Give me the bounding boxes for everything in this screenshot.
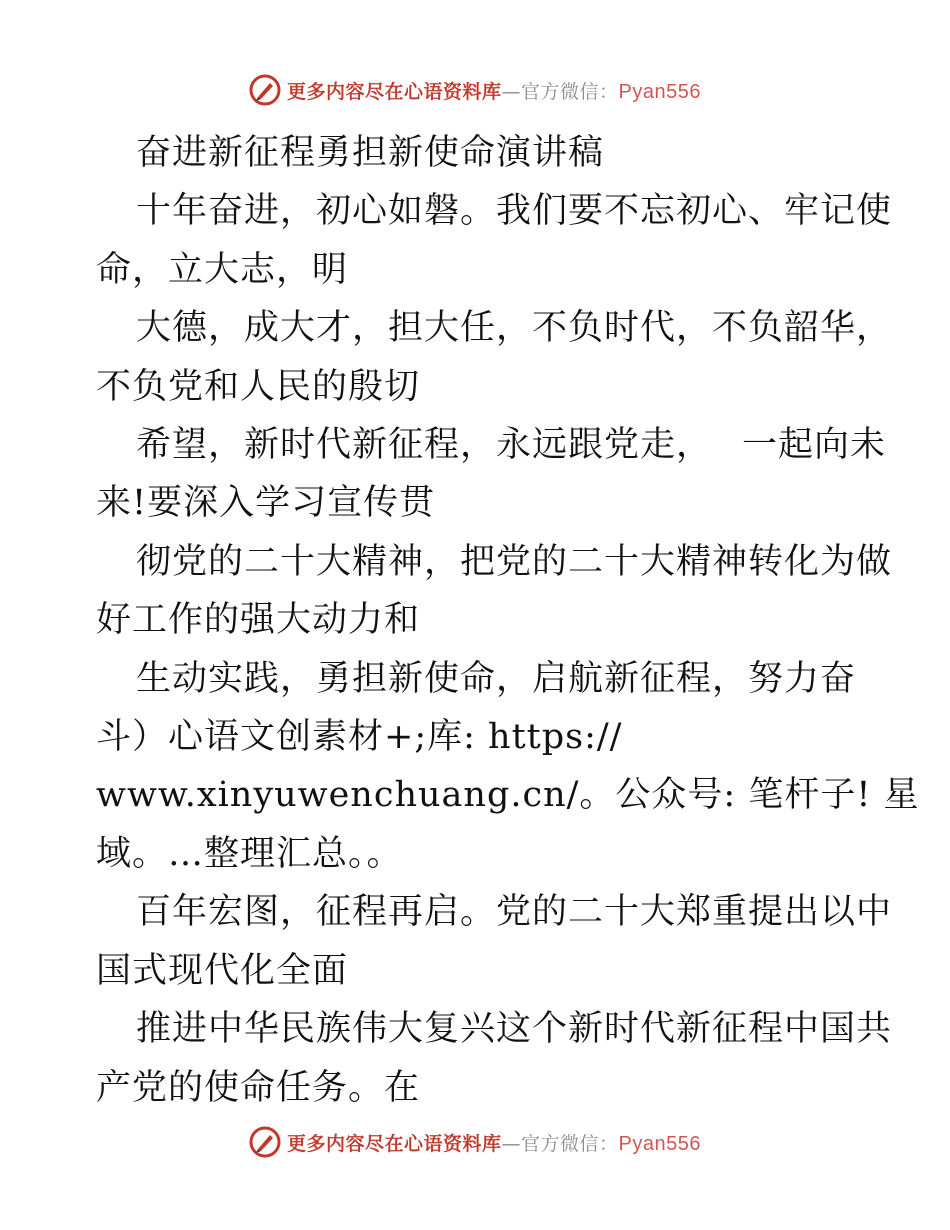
red-quill-pen-logo-icon [249, 74, 281, 106]
text-line-split [96, 416, 887, 474]
footer-slogan-separator: — [501, 1132, 522, 1155]
text-line: www.xinyuwenchuang.cn/。公众号: 笔杆子! 星 [96, 775, 920, 816]
header-banner [0, 70, 950, 110]
document-body [96, 124, 920, 1117]
text-line-part: 一起向未 [742, 425, 887, 466]
text-line: 大德，成大才，担大任，不负时代，不负韶华， [136, 308, 893, 349]
footer-banner [0, 1122, 950, 1162]
footer-slogan [287, 1129, 701, 1156]
text-line: 不负党和人民的殷切 [96, 366, 421, 407]
text-line: 百年宏图，征程再启。党的二十大郑重提出以中 [136, 892, 893, 933]
footer-wechat-id: Pyan556 [618, 1132, 701, 1155]
text-line: 斗）心语文创素材+;库: https:// [96, 717, 623, 758]
text-line: 十年奋进，初心如磐。我们要不忘初心、牢记使 [136, 191, 893, 232]
text-line: 域。…整理汇总。。 [96, 833, 403, 874]
header-slogan [287, 77, 701, 104]
text-line: 彻党的二十大精神，把党的二十大精神转化为做 [136, 541, 893, 582]
header-slogan-separator: — [501, 80, 522, 103]
text-line: 国式现代化全面 [96, 950, 349, 991]
text-line: 产党的使命任务。在 [96, 1067, 421, 1108]
text-line: 生动实践，勇担新使命，启航新征程，努力奋 [136, 658, 857, 699]
text-line-part: 希望，新时代新征程，永远跟党走， [136, 425, 713, 466]
footer-slogan-main: 更多内容尽在心语资料库 [287, 1132, 502, 1155]
document-title: 奋进新征程勇担新使命演讲稿 [136, 133, 605, 173]
text-line: 命，立大志，明 [96, 249, 349, 290]
header-slogan-main: 更多内容尽在心语资料库 [287, 80, 502, 103]
text-line: 好工作的强大动力和 [96, 600, 421, 641]
red-quill-pen-logo-icon [249, 1126, 281, 1158]
text-line: 推进中华民族伟大复兴这个新时代新征程中国共 [136, 1009, 893, 1050]
text-line: 来!要深入学习宣传贯 [96, 483, 436, 524]
header-wechat-id: Pyan556 [618, 80, 701, 103]
footer-slogan-tail: 官方微信： [521, 1132, 619, 1155]
header-slogan-tail: 官方微信： [521, 80, 619, 103]
